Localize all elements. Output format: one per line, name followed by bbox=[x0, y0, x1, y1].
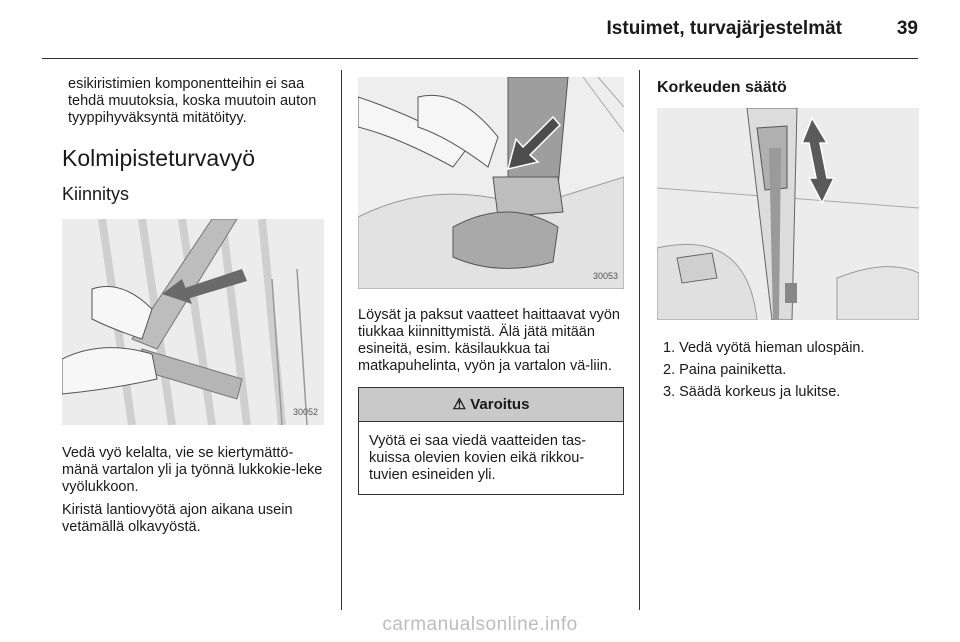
warning-header bbox=[359, 388, 623, 422]
warning-box bbox=[358, 387, 624, 495]
column-3 bbox=[657, 0, 921, 406]
section-heading: Kolmipisteturvavyö bbox=[62, 145, 256, 171]
warning-title: Varoitus bbox=[470, 396, 530, 413]
step-item: 2. Paina painiketta. bbox=[663, 362, 787, 378]
image-code: 30053 bbox=[592, 271, 618, 281]
steps-list bbox=[663, 340, 921, 401]
illustration-drawing bbox=[657, 108, 919, 320]
illustration-fastening-belt bbox=[62, 219, 324, 425]
column-divider-2 bbox=[639, 70, 640, 610]
column-1 bbox=[62, 0, 324, 536]
step-item: 1. Vedä vyötä hieman ulospäin. bbox=[663, 340, 865, 356]
illustration-drawing bbox=[62, 219, 324, 425]
illustration-drawing bbox=[358, 77, 624, 289]
instruction-paragraph-2: Kiristä lantiovyötä ajon aikana usein vetämällä olkavyöstä. bbox=[62, 502, 293, 535]
page-header-title: Istuimet, turvajärjestelmät bbox=[606, 18, 842, 39]
illustration-height-adjust bbox=[657, 108, 919, 320]
intro-paragraph: esikiristimien komponentteihin ei saa tehdä muutoksia, koska muutoin auton tyyppihyväksyntä mitätöityy. bbox=[68, 76, 317, 126]
warning-text: Vyötä ei saa viedä vaatteiden tas-kuissa olevien kovien eikä rikkou-tuvien esineiden yli. bbox=[369, 433, 587, 483]
column-2 bbox=[358, 0, 624, 495]
subsection-heading: Kiinnitys bbox=[62, 184, 130, 204]
clothing-paragraph: Löysät ja paksut vaatteet haittaavat vyön tiukkaa kiinnittymistä. Älä jätä mitään esineitä, esim. käsilaukkua tai matkapuhelinta, vyön ja vartalon vä-liin. bbox=[358, 307, 620, 374]
watermark: carmanualsonline.info bbox=[382, 614, 578, 635]
page-number: 39 bbox=[896, 18, 918, 39]
instruction-paragraph-1: Vedä vyö kelalta, vie se kiertymättö-mänä vartalon yli ja työnnä lukkokie-leke vyölukkoon. bbox=[62, 445, 323, 495]
illustration-buckle bbox=[358, 77, 624, 289]
section-heading-height: Korkeuden säätö bbox=[657, 79, 787, 96]
warning-icon: ⚠ bbox=[452, 396, 467, 413]
column-divider-1 bbox=[341, 70, 342, 610]
image-code: 30052 bbox=[292, 407, 318, 417]
step-item: 3. Säädä korkeus ja lukitse. bbox=[663, 384, 841, 400]
